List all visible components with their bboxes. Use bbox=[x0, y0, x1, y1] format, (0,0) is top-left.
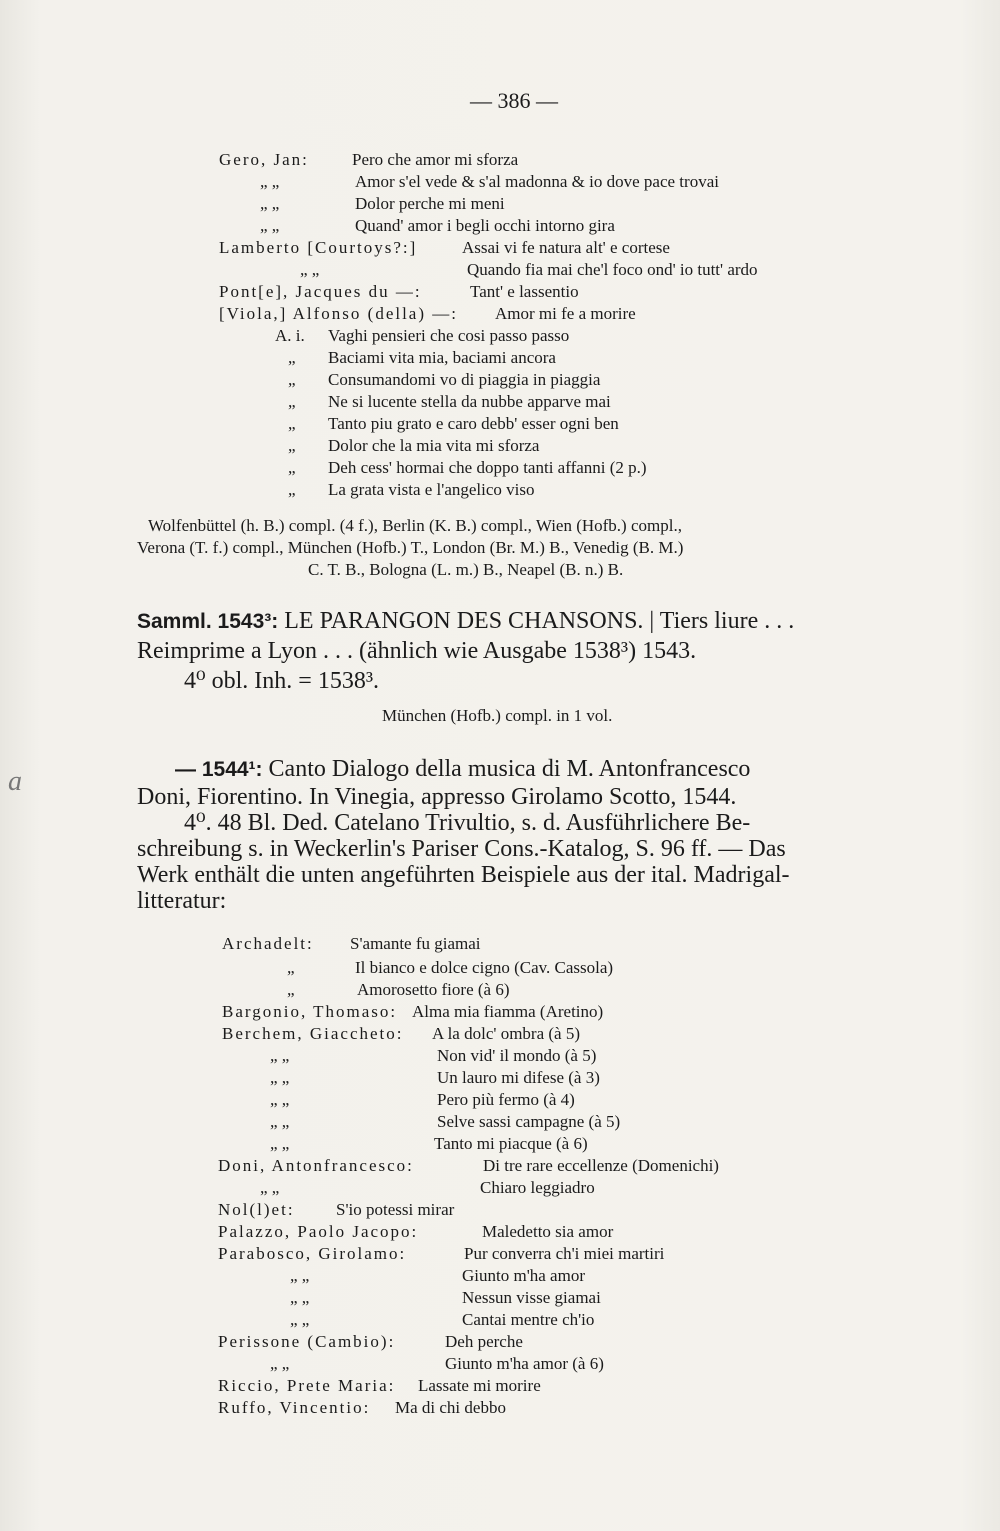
ditto-mark: „ „ bbox=[260, 216, 280, 235]
song-title: Deh perche bbox=[445, 1332, 523, 1351]
ditto-mark: „ „ bbox=[290, 1288, 310, 1307]
composer-name: [Viola,] Alfonso (della) —: bbox=[219, 304, 458, 323]
entry-line bbox=[175, 754, 750, 785]
song-title: La grata vista e l'angelico viso bbox=[328, 480, 535, 499]
ditto-mark: „ bbox=[288, 480, 296, 499]
composer-name: Parabosco, Girolamo: bbox=[218, 1244, 407, 1263]
entry-line: litteratur: bbox=[137, 888, 227, 914]
song-title: Maledetto sia amor bbox=[482, 1222, 614, 1241]
library-line: Verona (T. f.) compl., München (Hofb.) T., London (Br. M.) B., Venedig (B. M.) bbox=[137, 538, 684, 557]
song-title: Vaghi pensieri che cosi passo passo bbox=[328, 326, 570, 345]
song-title: Tant' e lassentio bbox=[470, 282, 579, 301]
entry-line: Werk enthält die unten angeführten Beispiele aus der ital. Madrigal- bbox=[137, 862, 790, 888]
ditto-mark: „ bbox=[287, 958, 295, 977]
song-title: S'amante fu giamai bbox=[350, 934, 481, 953]
composer-name: Lamberto [Courtoys?:] bbox=[219, 238, 418, 257]
entry-label: — 1544¹: bbox=[175, 758, 263, 781]
ditto-mark: „ bbox=[287, 980, 295, 999]
entry-line: schreibung s. in Weckerlin's Pariser Cons.-Katalog, S. 96 ff. — Das bbox=[137, 836, 786, 862]
ditto-mark: „ „ bbox=[270, 1090, 290, 1109]
song-title: Pero che amor mi sforza bbox=[352, 150, 519, 169]
song-title: Quand' amor i begli occhi intorno gira bbox=[355, 216, 615, 235]
ditto-mark: „ „ bbox=[270, 1046, 290, 1065]
composer-name: Berchem, Giaccheto: bbox=[222, 1024, 404, 1043]
song-title: Dolor che la mia vita mi sforza bbox=[328, 436, 540, 455]
composer-name: Ruffo, Vincentio: bbox=[218, 1398, 371, 1417]
library-line: C. T. B., Bologna (L. m.) B., Neapel (B. n.) B. bbox=[308, 560, 624, 579]
page-number: — 386 — bbox=[470, 88, 558, 113]
song-title: Dolor perche mi meni bbox=[355, 194, 505, 213]
library-line: Wolfenbüttel (h. B.) compl. (4 f.), Berlin (K. B.) compl., Wien (Hofb.) compl., bbox=[148, 516, 682, 535]
song-title: Ma di chi debbo bbox=[395, 1398, 506, 1417]
song-title: Quando fia mai che'l foco ond' io tutt' ardo bbox=[467, 260, 758, 279]
song-title: Nessun visse giamai bbox=[462, 1288, 601, 1307]
composer-name: Doni, Antonfrancesco: bbox=[218, 1156, 414, 1175]
ditto-mark: „ „ bbox=[270, 1068, 290, 1087]
song-title: Baciami vita mia, baciami ancora bbox=[328, 348, 556, 367]
song-title: A la dolc' ombra (à 5) bbox=[432, 1024, 580, 1043]
song-title: Selve sassi campagne (à 5) bbox=[437, 1112, 621, 1131]
song-title: Alma mia fiamma (Aretino) bbox=[412, 1002, 604, 1021]
song-title: Amorosetto fiore (à 6) bbox=[357, 980, 510, 999]
composer-name: Gero, Jan: bbox=[219, 150, 309, 169]
ditto-mark: „ bbox=[288, 436, 296, 455]
song-title: Assai vi fe natura alt' e cortese bbox=[462, 238, 670, 257]
song-title: Un lauro mi difese (à 3) bbox=[437, 1068, 600, 1087]
ditto-mark: „ „ bbox=[290, 1310, 310, 1329]
song-title: Ne si lucente stella da nubbe apparve mai bbox=[328, 392, 611, 411]
song-title: Di tre rare eccellenze (Domenichi) bbox=[483, 1156, 719, 1175]
song-title: Amor s'el vede & s'al madonna & io dove pace trovai bbox=[355, 172, 719, 191]
library-line: München (Hofb.) compl. in 1 vol. bbox=[382, 706, 613, 725]
ditto-mark: „ „ bbox=[260, 1178, 280, 1197]
song-title: Pero più fermo (à 4) bbox=[437, 1090, 575, 1109]
composer-name: Nol(l)et: bbox=[218, 1200, 295, 1219]
ditto-mark: „ bbox=[288, 414, 296, 433]
ditto-mark: „ „ bbox=[260, 172, 280, 191]
song-title: Giunto m'ha amor (à 6) bbox=[445, 1354, 604, 1373]
song-title: Consumandomi vo di piaggia in piaggia bbox=[328, 370, 601, 389]
composer-name: Riccio, Prete Maria: bbox=[218, 1376, 396, 1395]
composer-name: Perissone (Cambio): bbox=[218, 1332, 396, 1351]
song-title: Tanto mi piacque (à 6) bbox=[434, 1134, 588, 1153]
song-title: Non vid' il mondo (à 5) bbox=[437, 1046, 597, 1065]
ditto-mark: „ bbox=[288, 458, 296, 477]
entry-label: Samml. 1543³: bbox=[137, 610, 279, 633]
margin-note: a bbox=[8, 766, 22, 797]
entry-line bbox=[137, 606, 794, 637]
composer-name: Archadelt: bbox=[222, 934, 314, 953]
ditto-mark: „ „ bbox=[270, 1112, 290, 1131]
song-title: S'io potessi mirar bbox=[336, 1200, 455, 1219]
entry-title: Canto Dialogo della musica di M. Antonfrancesco bbox=[268, 756, 751, 782]
ditto-mark: „ bbox=[288, 392, 296, 411]
song-title: Amor mi fe a morire bbox=[495, 304, 636, 323]
song-title: Il bianco e dolce cigno (Cav. Cassola) bbox=[355, 958, 614, 977]
song-title: Pur converra ch'i miei martiri bbox=[464, 1244, 665, 1263]
ditto-mark: „ „ bbox=[300, 260, 320, 279]
song-title: Deh cess' hormai che doppo tanti affanni (2 p.) bbox=[328, 458, 647, 477]
entry-line: 4⁰. 48 Bl. Ded. Catelano Trivultio, s. d. Ausführlichere Be- bbox=[184, 810, 751, 836]
ditto-mark: „ „ bbox=[260, 194, 280, 213]
entry-line: Reimprime a Lyon . . . (ähnlich wie Ausgabe 1538³) 1543. bbox=[137, 638, 697, 664]
composer-name: A. i. bbox=[275, 326, 305, 345]
ditto-mark: „ bbox=[288, 370, 296, 389]
ditto-mark: „ „ bbox=[270, 1354, 290, 1373]
song-title: Giunto m'ha amor bbox=[462, 1266, 585, 1285]
song-title: Cantai mentre ch'io bbox=[462, 1310, 595, 1329]
song-title: Tanto piu grato e caro debb' esser ogni ben bbox=[328, 414, 619, 433]
song-title: Chiaro leggiadro bbox=[480, 1178, 595, 1197]
ditto-mark: „ „ bbox=[290, 1266, 310, 1285]
composer-name: Palazzo, Paolo Jacopo: bbox=[218, 1222, 419, 1241]
entry-title: LE PARANGON DES CHANSONS. | Tiers liure . . . bbox=[284, 608, 795, 634]
entry-line: 4⁰ obl. Inh. = 1538³. bbox=[184, 668, 380, 694]
song-title: Lassate mi morire bbox=[418, 1376, 541, 1395]
ditto-mark: „ bbox=[288, 348, 296, 367]
composer-name: Pont[e], Jacques du —: bbox=[219, 282, 422, 301]
ditto-mark: „ „ bbox=[270, 1134, 290, 1153]
composer-name: Bargonio, Thomaso: bbox=[222, 1002, 398, 1021]
entry-line: Doni, Fiorentino. In Vinegia, appresso Girolamo Scotto, 1544. bbox=[137, 784, 737, 810]
